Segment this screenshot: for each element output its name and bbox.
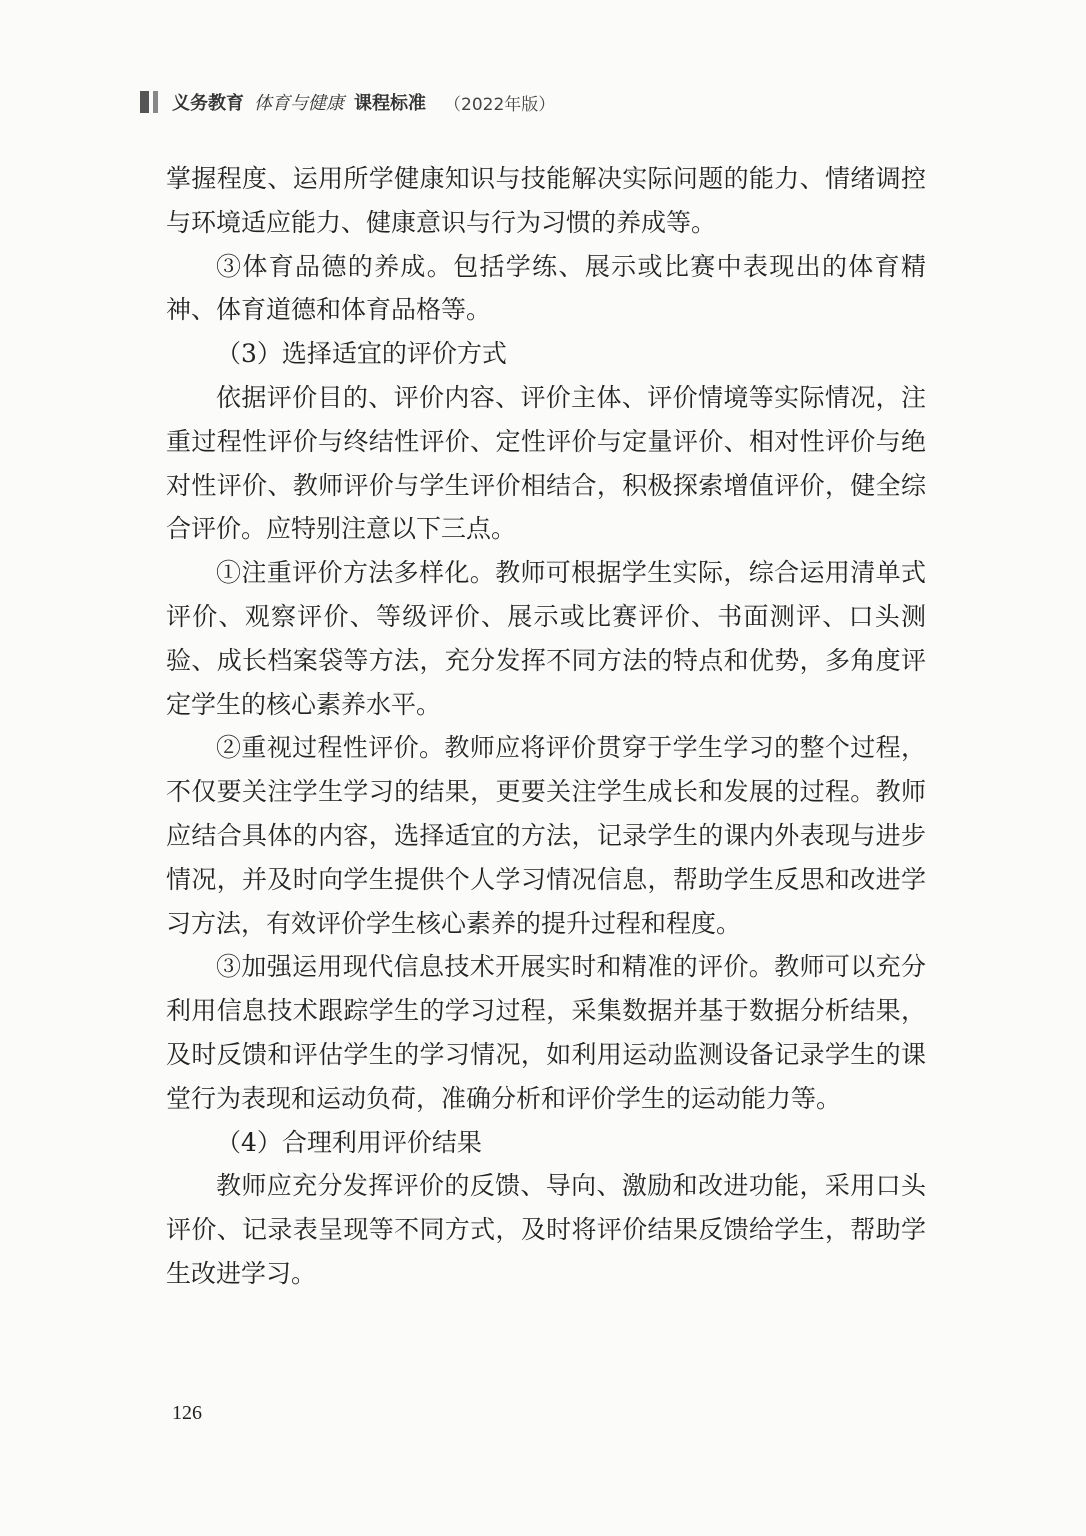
paragraph-process-evaluation: ②重视过程性评价。教师应将评价贯穿于学生学习的整个过程，不仅要关注学生学习的结果，更要关注学生成长和发展的过程。教师应结合具体的内容，选择适宜的方法，记录学生的课内外表现与进步情况，并及时向学生提供个人学习情况信息，帮助学生反思和改进学习方法，有效评价学生核心素养的提升过程和程度。 bbox=[166, 733, 926, 938]
header-title-part1: 义务教育 bbox=[172, 93, 244, 114]
header-title-subject: 体育与健康 bbox=[254, 93, 344, 114]
header-bars-icon bbox=[140, 91, 158, 113]
section-heading-3: （3）选择适宜的评价方式 bbox=[216, 339, 507, 369]
paragraph-information-technology: ③加强运用现代信息技术开展实时和精准的评价。教师可以充分利用信息技术跟踪学生的学习过程，采集数据并基于数据分析结果，及时反馈和评估学生的学习情况，如利用运动监测设备记录学生的课堂行为表现和运动负荷，准确分析和评价学生的运动能力等。 bbox=[166, 952, 926, 1113]
header-title-part3: 课程标准 bbox=[354, 93, 426, 114]
paragraph-evaluation-basis: 依据评价目的、评价内容、评价主体、评价情境等实际情况，注重过程性评价与终结性评价、定性评价与定量评价、相对性评价与绝对性评价、教师评价与学生评价相结合，积极探索增值评价，健全综合评价。应特别注意以下三点。 bbox=[166, 382, 926, 544]
section-heading-4: （4）合理利用评价结果 bbox=[216, 1127, 482, 1157]
paragraph-use-results: 教师应充分发挥评价的反馈、导向、激励和改进功能，采用口头评价、记录表呈现等不同方式，及时将评价结果反馈给学生，帮助学生改进学习。 bbox=[166, 1171, 926, 1288]
paragraph-sports-ethics: ③体育品德的养成。包括学练、展示或比赛中表现出的体育精神、体育道德和体育品格等。 bbox=[166, 251, 926, 325]
header-edition: （2022年版） bbox=[444, 94, 556, 115]
paragraph-diverse-methods: ①注重评价方法多样化。教师可根据学生实际，综合运用清单式评价、观察评价、等级评价、展示或比赛评价、书面测评、口头测验、成长档案袋等方法，充分发挥不同方法的特点和优势，多角度评定学生的核心素养水平。 bbox=[166, 558, 926, 719]
header-bar-dark bbox=[140, 91, 149, 113]
header-bar-light bbox=[153, 91, 158, 113]
paragraph-continuation: 掌握程度、运用所学健康知识与技能解决实际问题的能力、情绪调控与环境适应能力、健康意识与行为习惯的养成等。 bbox=[166, 164, 926, 237]
page-body bbox=[166, 157, 926, 1296]
running-header bbox=[140, 90, 555, 114]
page-number: 126 bbox=[172, 1402, 202, 1424]
